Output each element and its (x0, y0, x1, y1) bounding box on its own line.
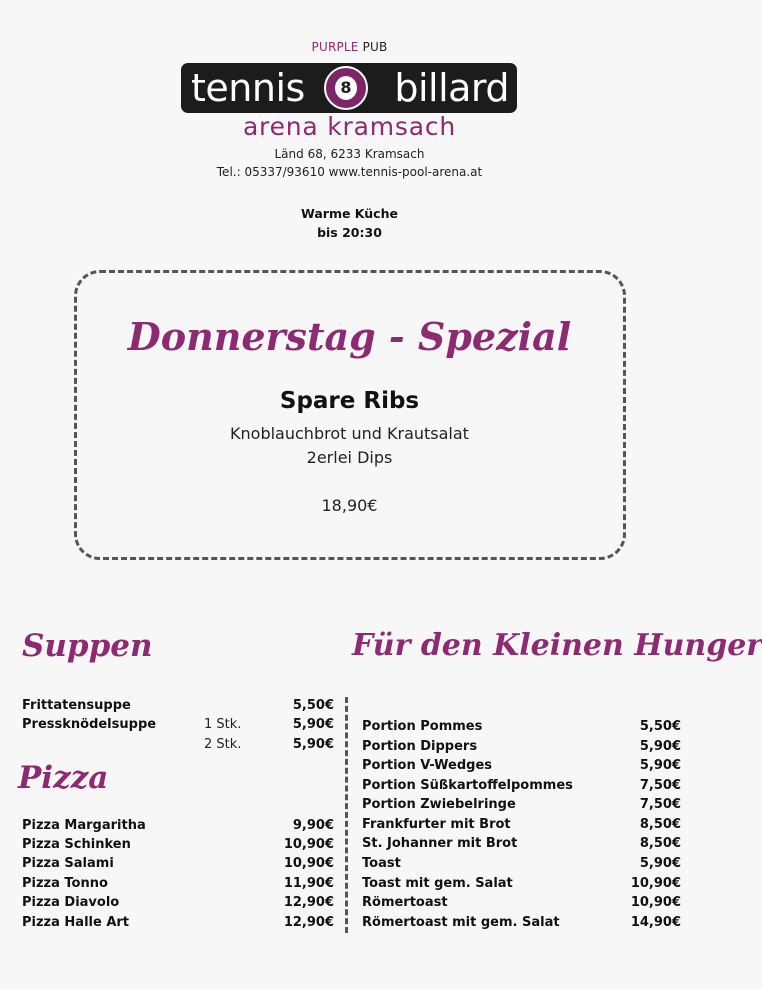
address: Länd 68, 6233 Kramsach (274, 147, 425, 161)
menu-item-row (362, 797, 681, 812)
menu-item-row (22, 818, 334, 833)
menu-item-row (22, 717, 334, 732)
section-title-hunger: Für den Kleinen Hunger (352, 628, 762, 663)
menu-item-price: 5,90€ (639, 739, 681, 754)
menu-item-price: 11,90€ (283, 876, 334, 891)
menu-item-price: 8,50€ (639, 836, 681, 851)
menu-item-price: 10,90€ (630, 895, 681, 910)
menu-item-price: 7,50€ (639, 797, 681, 812)
logo-ball-number: 8 (335, 76, 357, 100)
menu-item-row (362, 856, 681, 871)
menu-item-row (362, 915, 681, 930)
menu-item-name: Portion V-Wedges (362, 758, 493, 773)
menu-item-price: 5,90€ (639, 758, 681, 773)
section-title-pizza: Pizza (18, 760, 109, 796)
menu-item-row (22, 876, 334, 891)
menu-item-price: 10,90€ (283, 856, 334, 871)
menu-item-row (362, 739, 681, 754)
menu-item-name: Portion Zwiebelringe (362, 797, 516, 812)
menu-item-price: 14,90€ (630, 915, 681, 930)
menu-item-name: Pressknödelsuppe (22, 717, 157, 732)
menu-item-name: Frankfurter mit Brot (362, 817, 511, 832)
menu-item-row (22, 895, 334, 910)
logo-subtitle: arena kramsach (242, 112, 457, 141)
menu-item-row (362, 817, 681, 832)
contact-info: Tel.: 05337/93610 www.tennis-pool-arena.at (216, 165, 483, 179)
menu-item-name: Portion Dippers (362, 739, 478, 754)
menu-item-row (22, 915, 334, 930)
menu-item-name: Römertoast mit gem. Salat (362, 915, 560, 930)
menu-item-row (362, 895, 681, 910)
menu-item-quantity: 2 Stk. (204, 737, 242, 752)
menu-item-price: 5,90€ (292, 717, 334, 732)
menu-item-price: 7,50€ (639, 778, 681, 793)
menu-item-price: 10,90€ (283, 837, 334, 852)
menu-item-name: Pizza Diavolo (22, 895, 120, 910)
menu-item-row (362, 719, 681, 734)
menu-item-price: 10,90€ (630, 876, 681, 891)
menu-item-price: 5,50€ (639, 719, 681, 734)
menu-item-name: Pizza Tonno (22, 876, 108, 891)
menu-item-row (22, 856, 334, 871)
menu-item-row (362, 778, 681, 793)
kitchen-hours-line2: bis 20:30 (317, 225, 382, 240)
menu-item-price: 12,90€ (283, 915, 334, 930)
menu-item-name: Römertoast (362, 895, 448, 910)
pub-label-pub: PUB (358, 40, 388, 54)
menu-item-row (362, 876, 681, 891)
menu-item-row (362, 836, 681, 851)
menu-item-price: 9,90€ (292, 818, 334, 833)
billiard-ball-icon (324, 66, 368, 110)
menu-item-name: St. Johanner mit Brot (362, 836, 518, 851)
menu-item-name: Pizza Margaritha (22, 818, 146, 833)
menu-item-price: 5,90€ (292, 737, 334, 752)
menu-item-name: Portion Pommes (362, 719, 483, 734)
menu-item-row (362, 758, 681, 773)
special-description-line2: 2erlei Dips (306, 448, 393, 467)
menu-item-name: Toast (362, 856, 401, 871)
menu-item-quantity: 1 Stk. (204, 717, 242, 732)
kitchen-hours-line1: Warme Küche (301, 206, 398, 221)
special-title: Donnerstag - Spezial (127, 314, 572, 359)
section-title-suppen: Suppen (22, 628, 153, 664)
logo-word-billard: billard (394, 66, 509, 110)
menu-item-price: 5,90€ (639, 856, 681, 871)
menu-item-name: Pizza Halle Art (22, 915, 130, 930)
menu-item-name: Toast mit gem. Salat (362, 876, 513, 891)
pub-label-purple: PURPLE (311, 40, 359, 54)
menu-item-name: Pizza Schinken (22, 837, 131, 852)
column-divider (345, 697, 348, 933)
special-price: 18,90€ (321, 496, 378, 515)
menu-item-price: 5,50€ (292, 698, 334, 713)
menu-item-name: Frittatensuppe (22, 698, 131, 713)
special-description-line1: Knoblauchbrot und Krautsalat (230, 424, 469, 443)
menu-item-name: Pizza Salami (22, 856, 114, 871)
logo (181, 63, 517, 113)
menu-item-row (22, 698, 334, 713)
logo-word-tennis: tennis (191, 66, 305, 110)
menu-item-price: 12,90€ (283, 895, 334, 910)
pub-label (0, 40, 699, 54)
menu-item-name: Portion Süßkartoffelpommes (362, 778, 573, 793)
menu-item-price: 8,50€ (639, 817, 681, 832)
special-dish: Spare Ribs (279, 388, 420, 414)
menu-item-row (22, 837, 334, 852)
